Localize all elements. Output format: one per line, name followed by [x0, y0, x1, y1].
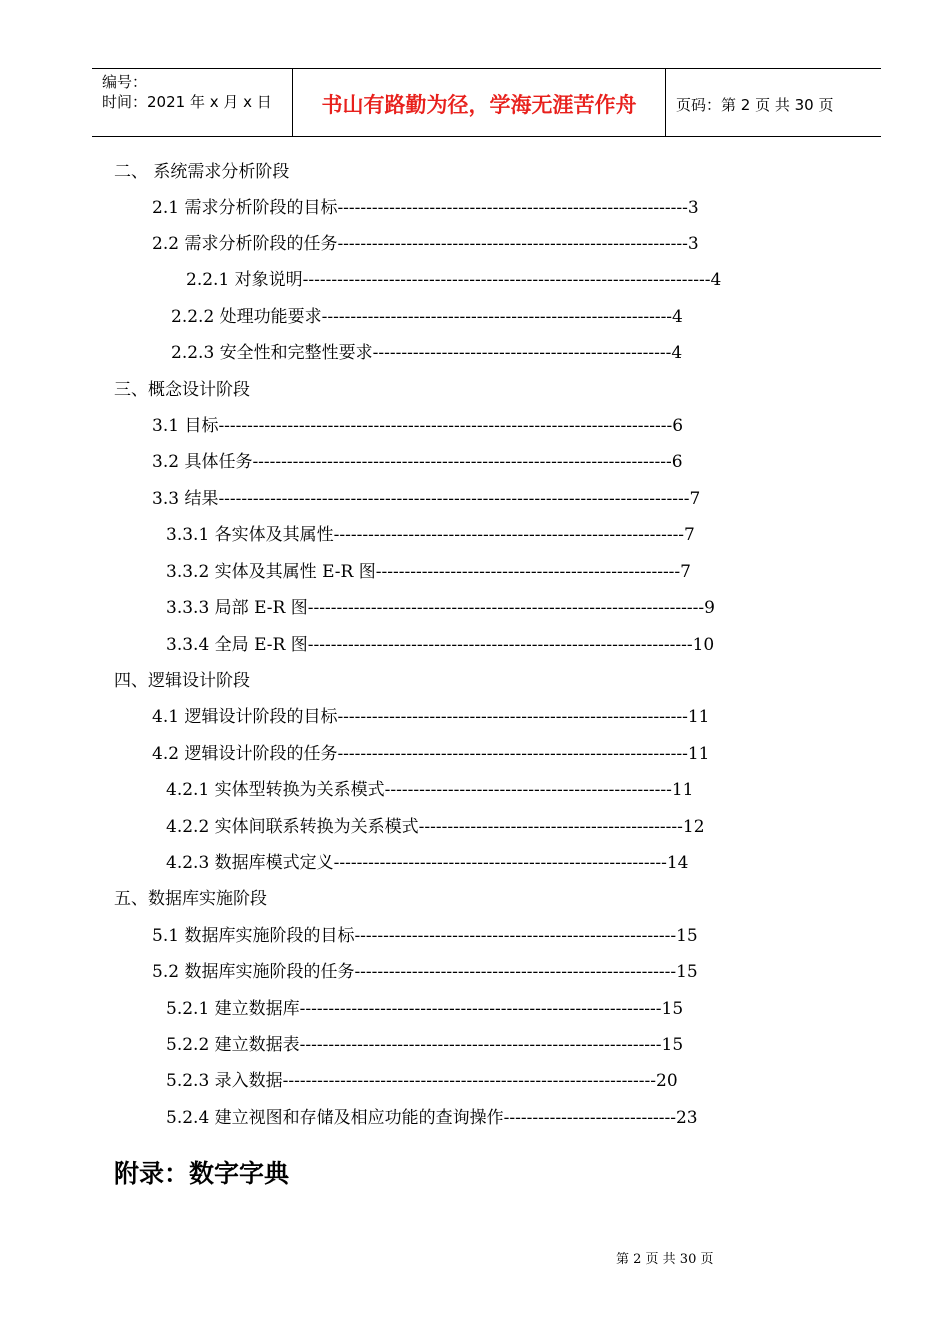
toc-subentry: 5.2.4 建立视图和存储及相应功能的查询操作------------------------------23 [166, 1108, 698, 1128]
toc-subentry: 4.2.3 数据库模式定义----------------------------------------------------------14 [166, 853, 689, 873]
appendix-title: 附录：数字字典 [114, 1159, 290, 1188]
toc-entry: 5.2 数据库实施阶段的任务--------------------------------------------------------15 [152, 962, 698, 982]
page-footer: 第 2 页 共 30 页 [616, 1252, 714, 1267]
toc-entry: 5.1 数据库实施阶段的目标--------------------------------------------------------15 [152, 926, 698, 946]
header-meta-cell [92, 69, 293, 136]
toc-subentry: 3.3.4 全局 E-R 图-------------------------------------------------------------------10 [166, 635, 715, 655]
header-page-code: 页码：第 2 页 共 30 页 [676, 96, 834, 114]
toc-subentry: 4.2.1 实体型转换为关系模式--------------------------------------------------11 [166, 780, 694, 800]
toc-subentry: 3.3.3 局部 E-R 图---------------------------------------------------------------------9 [166, 598, 715, 618]
header-motto: 书山有路勤为径，学海无涯苦作舟 [321, 93, 637, 117]
toc-subentry: 3.3.2 实体及其属性 E-R 图-----------------------------------------------------7 [166, 562, 691, 582]
toc-subentry: 5.2.3 录入数据-----------------------------------------------------------------20 [166, 1071, 678, 1091]
toc-subentry: 2.2.3 安全性和完整性要求----------------------------------------------------4 [171, 343, 683, 363]
toc-entry: 3.1 目标-------------------------------------------------------------------------------6 [152, 416, 684, 436]
document-header [92, 68, 881, 137]
toc-section-heading: 二、 系统需求分析阶段 [114, 162, 290, 182]
toc-entry: 4.2 逻辑设计阶段的任务-------------------------------------------------------------11 [152, 744, 710, 764]
toc-entry: 2.2 需求分析阶段的任务-------------------------------------------------------------3 [152, 234, 699, 254]
toc-subentry: 2.2.1 对象说明-----------------------------------------------------------------------4 [186, 270, 722, 290]
document-number-label: 编号： [102, 73, 148, 91]
toc-section-heading: 五、数据库实施阶段 [114, 889, 267, 909]
toc-entry: 3.3 结果----------------------------------------------------------------------------------7 [152, 489, 701, 509]
toc-subentry: 2.2.2 处理功能要求-------------------------------------------------------------4 [171, 307, 683, 327]
toc-entry: 3.2 具体任务-------------------------------------------------------------------------6 [152, 452, 683, 472]
document-time-label: 时间：2021 年 x 月 x 日 [102, 93, 272, 111]
toc-subentry: 3.3.1 各实体及其属性-------------------------------------------------------------7 [166, 525, 695, 545]
toc-section-heading: 三、概念设计阶段 [114, 380, 250, 400]
header-page-cell [666, 69, 881, 136]
toc-subentry: 5.2.1 建立数据库---------------------------------------------------------------15 [166, 999, 684, 1019]
toc-section-heading: 四、逻辑设计阶段 [114, 671, 250, 691]
toc-subentry: 4.2.2 实体间联系转换为关系模式----------------------------------------------12 [166, 817, 705, 837]
header-motto-cell [293, 69, 666, 136]
toc-entry: 2.1 需求分析阶段的目标-------------------------------------------------------------3 [152, 198, 699, 218]
toc-entry: 4.1 逻辑设计阶段的目标-------------------------------------------------------------11 [152, 707, 710, 727]
toc-subentry: 5.2.2 建立数据表---------------------------------------------------------------15 [166, 1035, 684, 1055]
